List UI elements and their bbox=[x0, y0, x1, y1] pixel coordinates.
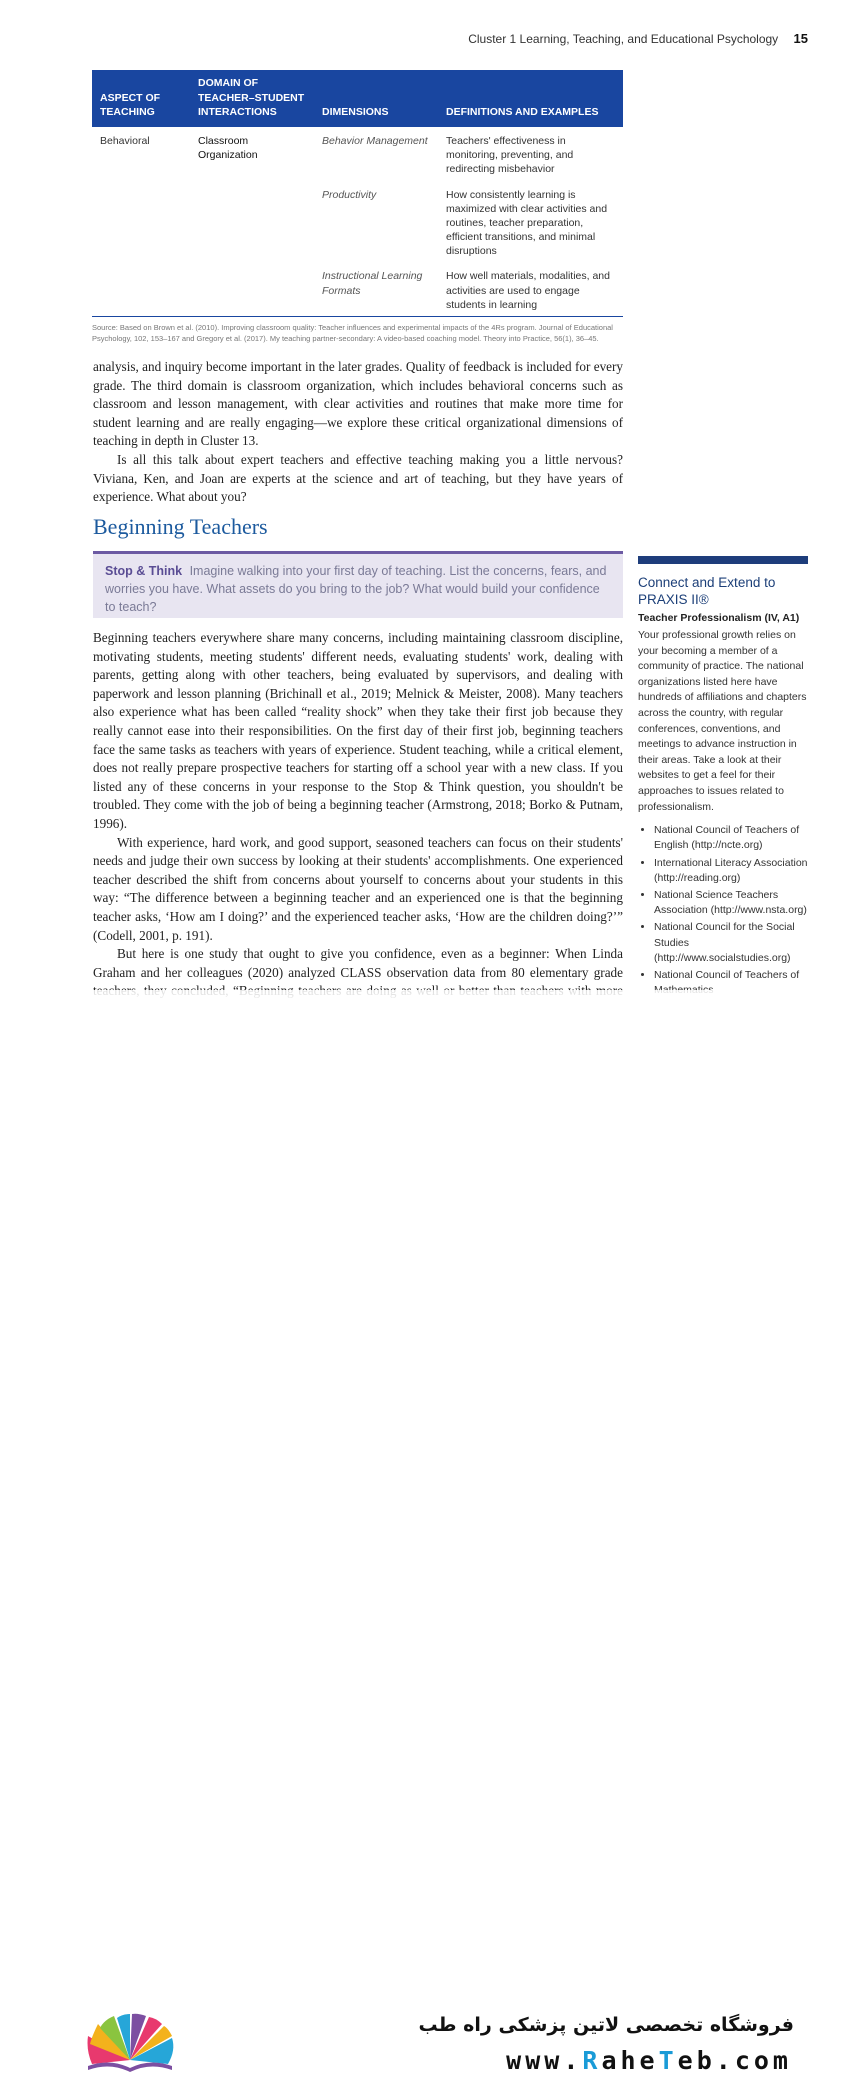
paragraph: With experience, hard work, and good support, seasoned teachers can focus on their students' needs and judge their own success by looking at their students' accomplishments. One experienced teacher described the shift from concerns about yourself to concerns about your students in this way: “The difference between a beginning teacher and an experienced one is that the beginning teacher asks, ‘How am I doing?’ and the experienced teacher asks, ‘How are the children doing?’” (Codell, 2001, p. 191). bbox=[93, 834, 623, 943]
definition-cell: How well materials, modalities, and activities are used to engage students in learning bbox=[438, 262, 623, 316]
page-number: 15 bbox=[793, 31, 808, 46]
store-url: www.RaheTeb.com bbox=[506, 2046, 792, 2075]
header-dimensions: DIMENSIONS bbox=[314, 70, 438, 127]
table-row bbox=[92, 262, 623, 316]
definition-cell: Teachers' effectiveness in monitoring, preventing, and redirecting misbehavior bbox=[446, 135, 574, 176]
classroom-organization-table bbox=[92, 70, 623, 345]
dimension-cell: Instructional Learning Formats bbox=[314, 262, 438, 316]
definition-cell: How consistently learning is maximized with clear activities and routines, teacher preparation, efficient transitions, and minimal disruptions bbox=[446, 188, 608, 258]
table-source-note: Source: Based on Brown et al. (2010). Improving classroom quality: Teacher influences and experimental impacts of the 4Rs program. Journal of Educational Psychology, 102, 153–167 and Gregory et al. (2017). My teaching partner-secondary: A video-based coaching model. Theory into Practice, 56(1), 36–45. bbox=[92, 322, 613, 343]
sidebar-text: Your professional growth relies on your becoming a member of a community of practice. The national organizations listed here have hundreds of affiliations and chapters across the country, with regular conferences, conventions, and meetings to advance instruction in their areas. Take a look at their websites to get a feel for their approaches to issues related to professionalism. bbox=[638, 629, 807, 813]
list-item: • National Science Teachers Association (http://www.nsta.org) bbox=[654, 888, 808, 918]
watermark-footer bbox=[0, 1000, 844, 2075]
table-row bbox=[92, 127, 623, 181]
list-item: • National Council of Teachers of English (http://ncte.org) bbox=[654, 823, 808, 853]
store-name: فروشگاه تخصصی لاتین پزشکی راه طب bbox=[418, 2014, 794, 2036]
header-definitions: DEFINITIONS AND EXAMPLES bbox=[438, 70, 623, 127]
stop-think-label: Stop & Think bbox=[105, 564, 183, 578]
list-item: • International Literacy Association (http://reading.org) bbox=[654, 856, 808, 886]
main-body-text bbox=[93, 629, 623, 1019]
running-head bbox=[468, 31, 808, 46]
paragraph: Beginning teachers everywhere share many concerns, including maintaining classroom discipline, motivating students, meeting students' different needs, evaluating students' work, dealing with parents, getting along with other teachers, being evaluated by supervisors, and dealing with paperwork and lesson planning (Brichinall et al., 2019; Melnick & Meister, 2008). Many teachers also experience what has been called “reality shock” when they take their first job because they really cannot ease into their responsibilities. On the first day of their first job, beginning teachers face the same tasks as teachers with years of experience. Student teaching, while a critical element, does not really prepare prospective teachers for starting off a school year with a new class. If you listed any of these concerns in your response to the Stop & Think question, you shouldn't be troubled. They come with the job of being a beginning teacher (Armstrong, 2018; Borko & Putnam, 1996). bbox=[93, 630, 623, 831]
table-row bbox=[92, 181, 623, 263]
paragraph: analysis, and inquiry become important in the later grades. Quality of feedback is included for every grade. The third domain is classroom organization, which includes behavioral concerns such as classroom and lesson management, with clear activities and routines that make more time for student learning and are really engaging—we explore these critical organizational dimensions of teaching in depth in Cluster 13. bbox=[93, 359, 623, 449]
list-item: • National Council for the Social Studies (http://www.socialstudies.org) bbox=[654, 920, 808, 966]
header-aspect: ASPECT OF TEACHING bbox=[92, 70, 190, 127]
running-head-text: Cluster 1 Learning, Teaching, and Educational Psychology bbox=[468, 32, 779, 46]
sidebar-subtitle: Teacher Professionalism (IV, A1) bbox=[638, 612, 800, 624]
organization-list bbox=[638, 823, 808, 1013]
paragraph: Is all this talk about expert teachers and effective teaching making you a little nervous? Viviana, Ken, and Joan are experts at the science and art of teaching, but they have years of experience. What about you? bbox=[93, 451, 623, 505]
domain-cell: Classroom Organization bbox=[198, 135, 258, 162]
stop-and-think-box bbox=[93, 551, 623, 618]
open-book-logo-icon bbox=[80, 2010, 180, 2072]
intro-text bbox=[93, 358, 623, 507]
dimension-cell: Productivity bbox=[322, 188, 377, 201]
dimension-cell: Behavior Management bbox=[322, 135, 428, 148]
header-domain: DOMAIN OF TEACHER–STUDENT INTERACTIONS bbox=[190, 70, 314, 127]
list-item: • National Council of Teachers of bbox=[654, 968, 808, 1014]
sidebar-title: Connect and Extend to PRAXIS II® bbox=[638, 575, 776, 607]
section-heading: Beginning Teachers bbox=[93, 514, 268, 539]
praxis-sidebar bbox=[638, 556, 808, 1016]
paragraph: But here is one study that ought to give you confidence, even as a beginner: When Linda Graham and her colleagues (2020) analyzed CLASS observation data from 80 elementary grade bbox=[93, 946, 623, 980]
aspect-cell: Behavioral bbox=[100, 135, 150, 148]
stop-think-text: Imagine walking into your first day of teaching. List the concerns, fears, and worries you have. What assets do you bring to the job? What would build your confidence to teach? bbox=[105, 564, 607, 614]
sidebar-top-bar bbox=[638, 556, 808, 564]
